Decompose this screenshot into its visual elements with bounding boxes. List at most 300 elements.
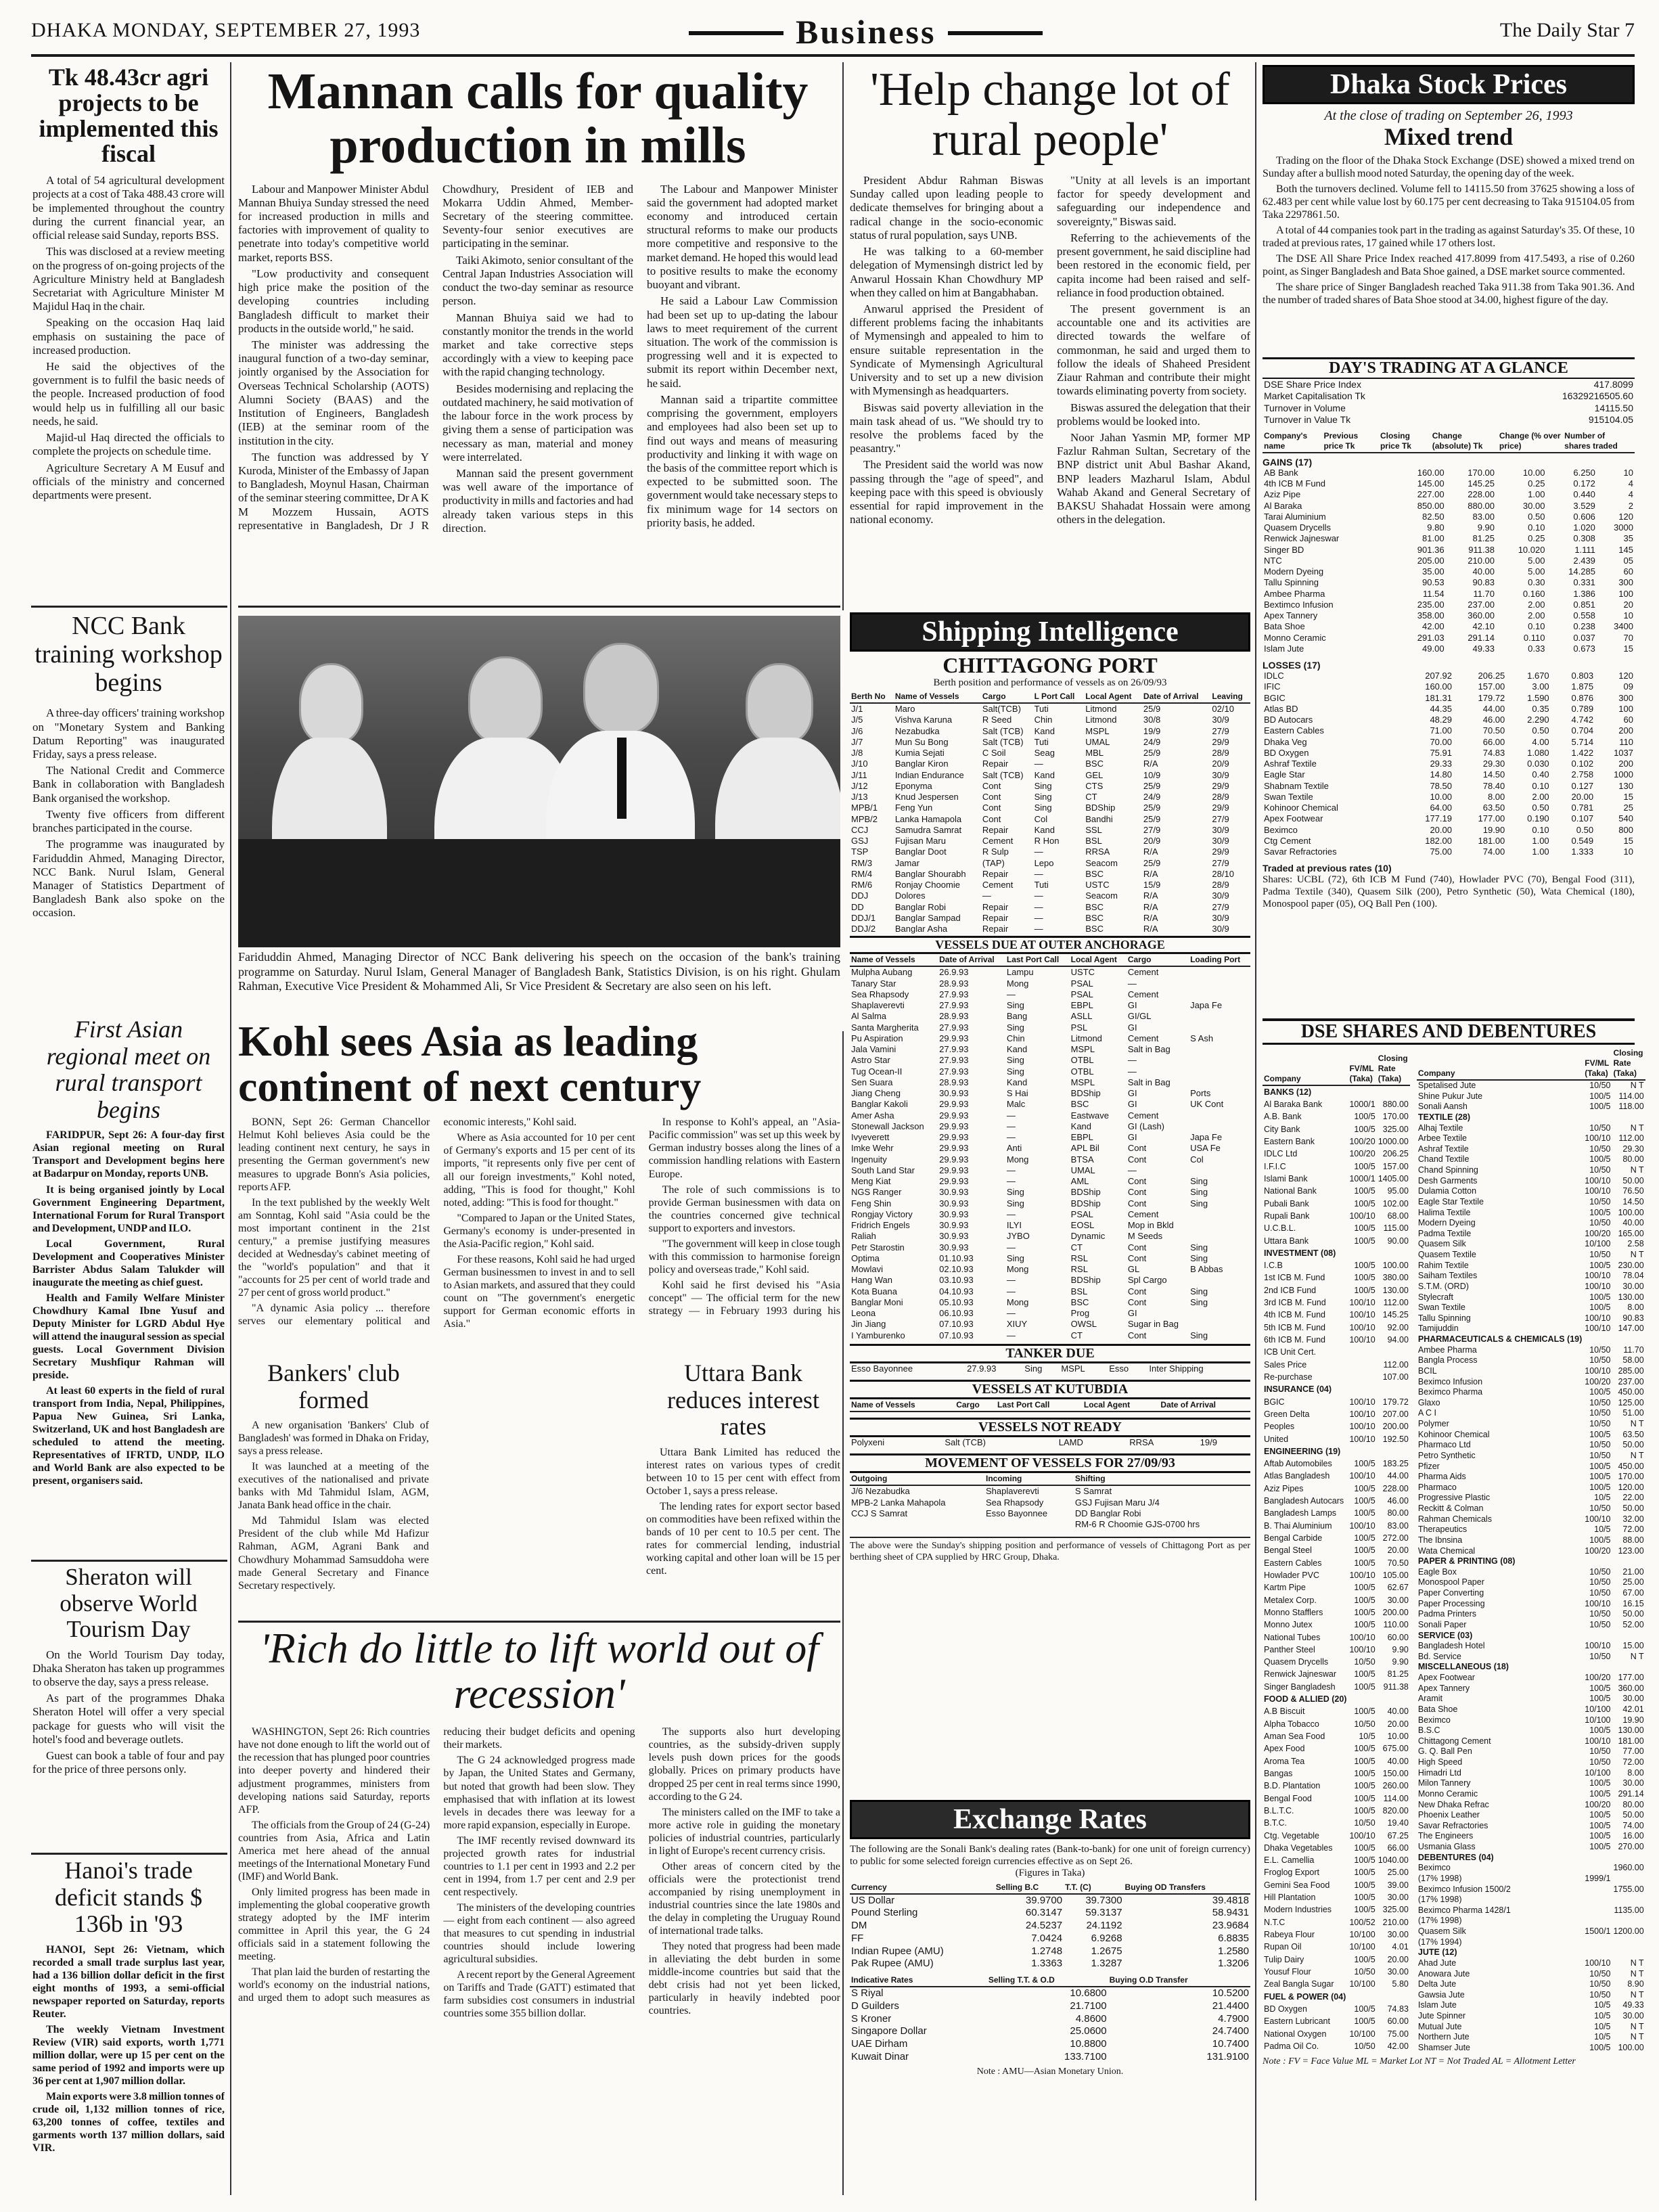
table-cell: 11.54 bbox=[1422, 588, 1445, 599]
table-cell: Eponyma bbox=[894, 780, 932, 791]
table-cell: Tuti bbox=[1034, 704, 1049, 715]
table-cell: 100/5 bbox=[1354, 1868, 1376, 1878]
table-cell: Repair bbox=[982, 759, 1009, 769]
table-cell: Sing bbox=[1190, 1242, 1208, 1252]
table-cell: Esso Bayonnee bbox=[851, 1363, 913, 1374]
table-cell: 30.00 bbox=[1622, 1778, 1644, 1788]
table-cell: UK Cont bbox=[1190, 1099, 1224, 1110]
table-cell: CTS bbox=[1085, 780, 1104, 791]
table-cell: 29.33 bbox=[1430, 759, 1452, 769]
table-row bbox=[1417, 1620, 1645, 1631]
table-cell: MSPL bbox=[1061, 1363, 1085, 1374]
table-cell: 29.9.93 bbox=[939, 1176, 969, 1187]
table-row bbox=[1263, 379, 1635, 391]
table-cell: 10/50 bbox=[1589, 1609, 1611, 1619]
table-cell: 272.00 bbox=[1382, 1533, 1409, 1543]
table-row bbox=[1263, 1694, 1410, 1706]
table-row bbox=[1417, 1218, 1645, 1229]
table-cell: Gemini Sea Food bbox=[1264, 1880, 1330, 1890]
table-cell: Chand Textile bbox=[1417, 1154, 1470, 1165]
table-cell: Beximco Infusion bbox=[1417, 1376, 1483, 1386]
table-cell: 1135.00 bbox=[1614, 1905, 1644, 1915]
table-cell: Lampu bbox=[1006, 967, 1034, 978]
table-cell: Bangladesh Hotel bbox=[1417, 1641, 1485, 1651]
table-cell: 100/10 bbox=[1585, 1514, 1611, 1524]
table-row bbox=[1417, 1525, 1645, 1535]
table-cell: 210.00 bbox=[1382, 1917, 1409, 1927]
table-cell: 10/5 bbox=[1594, 2011, 1611, 2021]
table-cell: 1000/1 bbox=[1349, 1173, 1376, 1183]
table-cell: 100/5 bbox=[1354, 1223, 1376, 1234]
table-cell: 81.25 bbox=[1387, 1669, 1409, 1679]
table-cell: NGS Ranger bbox=[851, 1187, 902, 1198]
table-row bbox=[850, 1033, 1250, 1044]
table-cell: Savar Refractories bbox=[1417, 1820, 1488, 1830]
table-cell: Shabnam Textile bbox=[1264, 780, 1329, 791]
table-row bbox=[850, 759, 1250, 769]
table-cell: Arbee Textile bbox=[1417, 1133, 1467, 1144]
paragraph: Speaking on the occasion Haq laid emphasis on sustaining the pace of increased production. bbox=[32, 316, 225, 357]
table-cell: 81.25 bbox=[1472, 533, 1495, 544]
table-cell: 28.9.93 bbox=[939, 1077, 969, 1087]
table-cell: 1.3363 bbox=[1031, 1958, 1063, 1970]
table-cell: Meng Kiat bbox=[851, 1176, 891, 1187]
table-cell: Islam Jute bbox=[1264, 643, 1304, 654]
table-cell: 29.30 bbox=[1622, 1144, 1644, 1154]
table-cell: Pak Rupee (AMU) bbox=[851, 1958, 934, 1970]
table-cell: 182.00 bbox=[1425, 835, 1452, 846]
table-cell bbox=[1189, 966, 1250, 978]
table-row bbox=[1417, 1863, 1645, 1874]
table-row bbox=[850, 781, 1250, 792]
paragraph: Labour and Manpower Minister Abdul Mannan Bhuiya Sunday stressed the need for increased production in mills and factories with improvement of quality to penetrate into today's competitive world market, reports BSS. bbox=[238, 182, 429, 264]
column-header: Last Port Call bbox=[1005, 954, 1070, 966]
table-cell: D Guilders bbox=[851, 2000, 899, 2012]
table-cell: 450.00 bbox=[1618, 1461, 1644, 1471]
table-cell: 6.250 bbox=[1573, 467, 1595, 478]
article-body bbox=[850, 174, 1250, 607]
table-cell: 70.50 bbox=[1387, 1558, 1409, 1568]
table-row bbox=[850, 890, 1250, 901]
table-row bbox=[1417, 1133, 1645, 1144]
table-cell: Pharmaco Ltd bbox=[1417, 1440, 1471, 1450]
table-cell: 100/10 bbox=[1349, 1335, 1376, 1345]
column-header: Change (% over price) bbox=[1498, 430, 1563, 453]
table-cell: (TAP) bbox=[982, 857, 1005, 868]
table-cell: — bbox=[1034, 890, 1043, 901]
table-row bbox=[1263, 522, 1635, 533]
column-header: Buying OD Transfers bbox=[1124, 1882, 1250, 1894]
table-cell bbox=[1189, 1319, 1250, 1330]
table-cell: Beximco bbox=[1417, 1715, 1451, 1725]
table-cell: 0.190 bbox=[1527, 813, 1549, 824]
table-cell: Shaplaverevti bbox=[986, 1486, 1039, 1497]
table-row bbox=[1263, 1792, 1410, 1805]
column-rule bbox=[230, 1031, 231, 2195]
headline: Sheraton will observe World Tourism Day bbox=[60, 1564, 198, 1642]
table-cell: 25 bbox=[1623, 803, 1633, 813]
article-mannan bbox=[238, 65, 838, 601]
table-cell: 40.00 bbox=[1387, 1707, 1409, 1717]
table-cell: 100/5 bbox=[1354, 1768, 1376, 1778]
table-cell: Re-purchase bbox=[1264, 1372, 1313, 1382]
table-cell: UAE Dirham bbox=[851, 2038, 908, 2050]
table-cell: APL Bil bbox=[1070, 1143, 1099, 1154]
table-cell: R/A bbox=[1143, 912, 1158, 923]
table-cell: 10/5 bbox=[1594, 2032, 1611, 2042]
paragraph: Main exports were 3.8 million tonnes of crude oil, 1,132 million tonnes of rice, 63,200 tonnes of coffee, textiles and garments worth 137 million dollars, said VIR. bbox=[32, 2091, 225, 2154]
table-cell: 60.3147 bbox=[1025, 1907, 1063, 1919]
table-cell: DDJ bbox=[851, 890, 869, 901]
table-cell: Salt (TCB) bbox=[982, 736, 1024, 747]
table-cell: Malc bbox=[1006, 1099, 1026, 1110]
table-cell: 10/50 bbox=[1589, 1757, 1611, 1767]
table-cell: Halima Textile bbox=[1417, 1207, 1471, 1217]
table-cell: National Oxygen bbox=[1264, 2029, 1327, 2039]
table-row bbox=[850, 1286, 1250, 1297]
table-cell: — bbox=[1006, 1209, 1016, 1219]
table-cell: 1.2748 bbox=[1031, 1945, 1063, 1957]
table-row bbox=[1417, 1684, 1645, 1694]
table-cell: Col bbox=[1190, 1154, 1204, 1165]
table-cell: Repair bbox=[982, 924, 1009, 934]
table-cell: Sales Price bbox=[1264, 1359, 1307, 1370]
table-cell: 160.00 bbox=[1425, 681, 1452, 692]
table-row bbox=[1417, 1165, 1645, 1176]
table-cell: 0.549 bbox=[1571, 835, 1594, 846]
table-cell: Tug Ocean-II bbox=[851, 1066, 903, 1077]
table-cell: 360.00 bbox=[1468, 610, 1495, 621]
table-cell bbox=[1189, 1209, 1250, 1220]
table-cell: 27.9.93 bbox=[939, 1066, 969, 1077]
table-cell: Raliah bbox=[851, 1231, 876, 1242]
table-header bbox=[850, 1882, 1250, 1894]
table-cell: Reckitt & Colman bbox=[1417, 1504, 1484, 1513]
table-cell: Sing bbox=[1034, 780, 1052, 791]
table-cell: GI bbox=[1127, 1088, 1137, 1099]
table-cell: 19.40 bbox=[1387, 1818, 1409, 1828]
table-cell: 6th ICB M. Fund bbox=[1264, 1335, 1326, 1345]
column-header: Local Agent bbox=[1070, 954, 1127, 966]
table-cell: Swan Textile bbox=[1417, 1303, 1465, 1313]
table-cell: B Abbas bbox=[1190, 1264, 1223, 1275]
table-cell: PSAL bbox=[1070, 978, 1093, 989]
table-row bbox=[1417, 1123, 1645, 1134]
paragraph: Guest can book a table of four and pay for the price of three persons only. bbox=[32, 1749, 225, 1776]
table-row bbox=[1417, 1821, 1645, 1832]
column-header: Change (absolute) Tk bbox=[1431, 430, 1498, 453]
paragraph: HANOI, Sept 26: Vietnam, which recorded a small trade surplus last year, had a 136 billion dollar deficit in the first eight months of 1993, a semi-official newspaper reported on Saturday, reports Reuter. bbox=[32, 1943, 225, 2020]
column-rule bbox=[230, 62, 231, 1031]
column-header: Cargo bbox=[981, 691, 1033, 703]
table-row bbox=[850, 803, 1250, 813]
table-cell: 2.758 bbox=[1571, 769, 1594, 780]
table-cell: Kartm Pipe bbox=[1264, 1583, 1306, 1593]
paragraph: A recent report by the General Agreement on Tariffs and Trade (GATT) estimated that farm subsidies cost consumers in industrial countries some 355 billion dollar. bbox=[443, 1968, 635, 2020]
paragraph: Md Tahmidul Islam was elected President of the club while Md Hafizur Rahman, AGM, Agrani Bank and Chowdhury Mohammad Samsuddoha were made General Secretary and Finance Secretary respectively. bbox=[238, 1515, 429, 1592]
table-cell: Banglar Sampad bbox=[894, 912, 961, 923]
table-cell bbox=[1583, 1947, 1612, 1958]
table-row bbox=[1263, 781, 1635, 792]
table-cell: GI (Lash) bbox=[1127, 1121, 1165, 1131]
table-cell: Cont bbox=[982, 792, 1001, 803]
table-cell: Eastern Lubricant bbox=[1264, 2016, 1330, 2027]
table-cell: 50.00 bbox=[1622, 1810, 1644, 1820]
table-row bbox=[1263, 1322, 1410, 1334]
article-body bbox=[32, 1129, 225, 1568]
table-cell: 30.9.93 bbox=[939, 1187, 969, 1198]
table-cell: Ivyeverett bbox=[851, 1132, 890, 1143]
table-cell: 30.9.93 bbox=[939, 1209, 969, 1219]
table-row bbox=[850, 1497, 1250, 1508]
table-cell: 29.30 bbox=[1482, 759, 1505, 769]
table-cell: 78.04 bbox=[1622, 1271, 1644, 1281]
table-row bbox=[1263, 1731, 1410, 1743]
table-cell: 100/20 bbox=[1585, 1545, 1611, 1556]
table-cell: Rabeya Flour bbox=[1264, 1930, 1315, 1940]
article-rich-recession bbox=[238, 1625, 840, 2179]
table-cell: I.C.B bbox=[1264, 1261, 1283, 1271]
table-cell: 100/5 bbox=[1354, 1905, 1376, 1915]
table-cell: 74.00 bbox=[1482, 847, 1505, 857]
table-cell: Beximco Pharma 1428/1 bbox=[1417, 1905, 1511, 1915]
table-cell: 0.781 bbox=[1571, 803, 1594, 813]
table-cell: 100/5 bbox=[1589, 1207, 1611, 1217]
table-row bbox=[1263, 633, 1635, 644]
table-cell: 100/10 bbox=[1349, 1644, 1376, 1654]
table-cell bbox=[1583, 1334, 1612, 1345]
table-cell: 100/10 bbox=[1349, 1422, 1376, 1432]
table-cell: Metalex Corp. bbox=[1264, 1595, 1317, 1605]
table-cell: 177.00 bbox=[1478, 813, 1505, 824]
table-cell: DD bbox=[851, 901, 864, 912]
table-cell: New Dhaka Refrac bbox=[1417, 1799, 1489, 1809]
table-cell: Bangladesh Autocars bbox=[1264, 1496, 1344, 1506]
table-cell: 183.25 bbox=[1382, 1459, 1409, 1469]
table-cell: Tamijuddin bbox=[1417, 1324, 1459, 1334]
table-row bbox=[1263, 1186, 1410, 1198]
table-row bbox=[1263, 1148, 1410, 1160]
table-row bbox=[1263, 1557, 1410, 1569]
article-ncc-bank bbox=[32, 612, 225, 936]
table-cell: 100/10 bbox=[1349, 1322, 1376, 1332]
table-row bbox=[1417, 2000, 1645, 2011]
table-cell: 44.00 bbox=[1387, 1471, 1409, 1481]
table-cell: 30.00 bbox=[1622, 1281, 1644, 1291]
table-cell: I.F.I.C bbox=[1264, 1161, 1286, 1171]
table-cell: 25/9 bbox=[1143, 857, 1161, 868]
table-cell: — bbox=[1034, 868, 1043, 879]
table-cell: 11.70 bbox=[1623, 1345, 1644, 1355]
table-row bbox=[1417, 1800, 1645, 1811]
table-row bbox=[1417, 1154, 1645, 1165]
table-cell: N T bbox=[1630, 1968, 1644, 1979]
table-cell bbox=[1612, 1631, 1645, 1642]
table-cell: 4.742 bbox=[1571, 715, 1594, 725]
table-cell: Mong bbox=[1006, 1296, 1029, 1307]
table-cell: 5.80 bbox=[1392, 1979, 1409, 1989]
table-cell: (17% 1994) bbox=[1417, 1937, 1462, 1947]
column-header: Closing Rate (Taka) bbox=[1612, 1047, 1645, 1080]
table-cell: R/A bbox=[1143, 924, 1158, 934]
paragraph: "The government will keep in close tough with this commission to harmonise foreign policy and overseas trade," Kohl said. bbox=[648, 1238, 840, 1276]
table-cell: BSC bbox=[1085, 912, 1104, 923]
table-cell: Sing bbox=[1190, 1296, 1208, 1307]
table-cell: Salt(TCB) bbox=[982, 704, 1021, 715]
table-cell: Pu Aspiration bbox=[851, 1033, 903, 1043]
table-cell: 100/5 bbox=[1354, 1261, 1376, 1271]
table-cell: N T bbox=[1630, 1651, 1644, 1661]
table-cell: Apex Tannery bbox=[1417, 1683, 1470, 1693]
table-cell: 112.00 bbox=[1383, 1298, 1409, 1308]
table-cell: 123.00 bbox=[1618, 1545, 1644, 1556]
table-row bbox=[1263, 1594, 1410, 1606]
table-cell: Al Baraka Bank bbox=[1264, 1100, 1323, 1110]
table-cell: High Speed bbox=[1417, 1757, 1463, 1767]
dhaka-stock-prices bbox=[1263, 65, 1635, 910]
table-row bbox=[1263, 681, 1635, 692]
table-cell: 14.80 bbox=[1430, 769, 1452, 780]
table-cell: Tuti bbox=[1034, 880, 1049, 890]
column-header: Number of shares traded bbox=[1563, 430, 1635, 453]
table-row bbox=[850, 1143, 1250, 1154]
table-row bbox=[850, 1330, 1250, 1341]
table-cell: FOOD & ALLIED (20) bbox=[1264, 1694, 1347, 1705]
table-cell: Chittagong Cement bbox=[1417, 1736, 1491, 1746]
movement-table bbox=[850, 1473, 1250, 1530]
table-cell: 42.01 bbox=[1622, 1704, 1644, 1714]
table-cell: Sing bbox=[1006, 1066, 1024, 1077]
table-row bbox=[1417, 1334, 1645, 1345]
table-cell: Mong bbox=[1006, 978, 1029, 989]
table-cell: 49.33 bbox=[1622, 2000, 1644, 2010]
table-cell: 16.15 bbox=[1622, 1598, 1644, 1608]
table-cell: 27/9 bbox=[1212, 813, 1229, 824]
table-cell: 25/9 bbox=[1143, 704, 1161, 715]
table-cell: 380.00 bbox=[1382, 1273, 1409, 1283]
table-cell bbox=[1348, 1384, 1376, 1396]
table-cell: Leona bbox=[851, 1308, 876, 1319]
table-cell: J/7 bbox=[851, 736, 863, 747]
table-cell: 10/50 bbox=[1589, 1450, 1611, 1460]
table-cell: 145.25 bbox=[1468, 478, 1495, 489]
table-row bbox=[1263, 577, 1635, 588]
table-cell: 20.00 bbox=[1387, 1719, 1409, 1729]
table-cell: 10.8800 bbox=[1070, 2038, 1107, 2050]
paragraph: He was talking to a 60-member delegation of Mymensingh district led by Anwarul Hossain Khan Chowdhury MP when they called on him at Bangabhaban. bbox=[850, 245, 1043, 299]
table-cell: 157.00 bbox=[1478, 681, 1505, 692]
table-cell: 15/9 bbox=[1143, 880, 1161, 890]
table-cell: Rongjay Victory bbox=[851, 1209, 913, 1219]
table-cell: UMAL bbox=[1085, 736, 1110, 747]
table-cell: 20.00 bbox=[1387, 1545, 1409, 1556]
dse-shares-debentures bbox=[1263, 1018, 1644, 2067]
table-cell: J/10 bbox=[851, 759, 868, 769]
article-body bbox=[238, 1725, 840, 2179]
table-cell: 100/10 bbox=[1349, 1632, 1376, 1642]
table-cell: Salt (TCB) bbox=[982, 725, 1024, 736]
table-cell: Quasem Silk bbox=[1417, 1239, 1466, 1249]
table-cell: 291.03 bbox=[1417, 632, 1445, 643]
column-header: Leaving bbox=[1210, 691, 1250, 703]
table-cell: Aftab Automobiles bbox=[1264, 1459, 1332, 1469]
table-cell: Quasem Drycells bbox=[1264, 1657, 1329, 1667]
article-body bbox=[32, 1648, 225, 1845]
table-cell bbox=[1348, 1248, 1376, 1260]
table-cell: 850.00 bbox=[1417, 500, 1445, 511]
table-cell: 130.00 bbox=[1382, 1285, 1409, 1295]
table-cell: 10/50 bbox=[1589, 1968, 1611, 1979]
table-cell: BSC bbox=[1085, 759, 1104, 769]
table-cell: Sing bbox=[1190, 1330, 1208, 1340]
table-cell: BANKS (12) bbox=[1264, 1087, 1312, 1097]
paragraph: They noted that progress had been made in alleviating the debt burden in some middle-income countries but said that the debt crisis had not yet been licked, particularly in heavily indebted poor countries. bbox=[648, 1940, 840, 2017]
table-cell: 29/9 bbox=[1212, 847, 1229, 857]
table-cell: 100/5 bbox=[1589, 1778, 1611, 1788]
table-cell: 27/9 bbox=[1212, 725, 1229, 736]
table-cell: Tulip Dairy bbox=[1264, 1954, 1304, 1964]
column-header: Date of Arrival bbox=[938, 954, 1005, 966]
paragraph: Uttara Bank Limited has reduced the interest rates on various types of credit between 10 to 15 per cent with effect from October 1, says a press release. bbox=[646, 1446, 840, 1497]
paragraph: The supports also hurt developing countries, as the subsidy-driven supply levels push down prices for the goods globally. Prices on primary products have dropped 25 per cent in real terms since 1990, according to the G 24. bbox=[648, 1726, 840, 1803]
table-row bbox=[1417, 1662, 1645, 1673]
table-cell: 147.00 bbox=[1618, 1324, 1644, 1334]
table-cell: BCIL bbox=[1417, 1365, 1437, 1376]
table-row bbox=[1263, 2016, 1410, 2028]
table-cell: 1.111 bbox=[1574, 544, 1595, 555]
table-row bbox=[1263, 792, 1635, 803]
table-cell bbox=[1612, 1895, 1645, 1905]
table-row bbox=[850, 966, 1250, 978]
table-row bbox=[1263, 1136, 1410, 1148]
table-cell: 100/10 bbox=[1585, 1271, 1611, 1281]
table-cell: Dhaka Veg bbox=[1264, 736, 1307, 747]
table-row bbox=[1263, 1409, 1410, 1421]
table-cell bbox=[850, 1519, 984, 1530]
table-cell: A.B. Bank bbox=[1264, 1112, 1302, 1122]
table-header bbox=[1417, 1047, 1645, 1080]
table-cell: 2.00 bbox=[1532, 791, 1549, 802]
table-cell: 3.529 bbox=[1573, 500, 1595, 511]
table-cell: BSC bbox=[1070, 1296, 1089, 1307]
table-row bbox=[1263, 1644, 1410, 1656]
table-cell: 145 bbox=[1618, 544, 1633, 555]
table-cell: N T bbox=[1630, 1250, 1644, 1259]
table-cell: 100/5 bbox=[1354, 1273, 1376, 1283]
table-row bbox=[850, 1088, 1250, 1099]
table-row bbox=[1417, 1778, 1645, 1789]
table-cell: Chand Spinning bbox=[1417, 1165, 1478, 1175]
table-row bbox=[850, 814, 1250, 825]
table-row bbox=[1417, 1440, 1645, 1451]
table-cell: 10/50 bbox=[1589, 1504, 1611, 1513]
article-body bbox=[32, 706, 225, 936]
table-cell: EBPL bbox=[1070, 1132, 1093, 1143]
table-cell: (17% 1998) bbox=[1417, 1873, 1462, 1883]
table-cell: 49.00 bbox=[1422, 643, 1445, 654]
paragraph: The lending rates for export sector based on commodities have been refixed within the bands of 10 per cent to 10.5 per cent. The rates for commercial lending, industrial working capital and other loan will be 15 per cent. bbox=[646, 1500, 840, 1577]
table-cell: 0.10 bbox=[1532, 780, 1549, 791]
movement-title: MOVEMENT OF VESSELS FOR 27/09/93 bbox=[850, 1453, 1250, 1473]
table-cell: — bbox=[1006, 1110, 1016, 1121]
table-cell: 1.00 bbox=[1532, 835, 1549, 846]
table-header bbox=[850, 1974, 1250, 1987]
table-row bbox=[1417, 1430, 1645, 1441]
table-row bbox=[1263, 644, 1635, 654]
table-row bbox=[850, 1176, 1250, 1187]
table-cell: 10/50 bbox=[1589, 1651, 1611, 1661]
table-cell: Beximco bbox=[1417, 1863, 1451, 1873]
